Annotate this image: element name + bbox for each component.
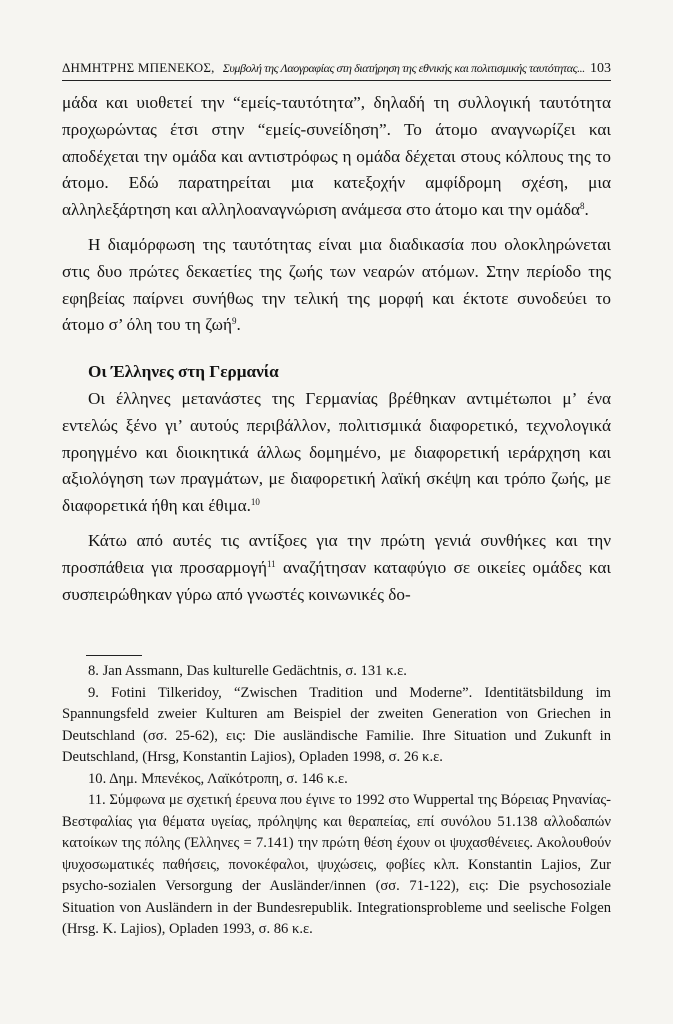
paragraph-1: μάδα και υιοθετεί την “εμείς-ταυτότητα”, δηλαδή τη συλλογική ταυτότητα προχωρώντας έτσι στην “εμείς-συνείδηση”. Το άτομο αναγνωρίζει και αποδέχεται την ομάδα και αντιστρόφως η ομάδα δέχεται στους κόλπους της το άτομο. Εδώ παρατηρείται μια κατεξοχήν αμφίδρομη σχέση, μια αλληλεξάρτηση και αλληλοαναγνώριση ανάμεσα στο άτομο και την ομάδα$^8$. <box>62 93 611 220</box>
header-author: ΔΗΜΗΤΡΗΣ ΜΠΕΝΕΚΟΣ, <box>62 60 215 75</box>
footnote-9: 9. Fotini Tilkeridoy, “Zwischen Tradition und Moderne”. Identitätsbildung im Spannungsfeld zweier Kulturen am Beispiel der zweiten Generation von Griechen in Deutschland (σσ. 25-62), εις: Die ausländische Familie. Ihre Situation und Zukunft in Deutschland, (Hrsg, Konstantin Lajios), Opladen 1998, σ. 26 κ.ε. <box>62 684 611 765</box>
paragraph-3: Οι έλληνες μετανάστες της Γερμανίας βρέθηκαν αντιμέτωποι μ’ ένα εντελώς ξένο γι’ αυτούς περιβάλλον, πολιτισμικά διαφορετικό, τεχνολογικά προηγμένο και διοικητικά άλλως δομημένο, με διαφορετική ιεράρχηση και αξιολόγηση των πραγμάτων, με διαφορετική λαϊκή σκέψη και τρόπο ζωής, με διαφορετικά ήθη και έθιμα.$^{10}$ <box>62 388 611 516</box>
footnote-separator <box>86 655 142 656</box>
paragraph-2: Η διαμόρφωση της ταυτότητας είναι μια διαδικασία που ολοκληρώνεται στις δυο πρώτες δεκαετίες της ζωής των νεαρών ατόμων. Στην περίοδο της εφηβείας παίρνει συνήθως την τελική της μορφή και έκτοτε συνοδεύει το άτομο σ’ όλη του τη ζωή$^9$. <box>62 234 611 335</box>
footnote-ref-10: 10 <box>250 497 260 508</box>
paragraph-4: Κάτω από αυτές τις αντίξοες για την πρώτη γενιά συνθήκες και την προσπάθεια για προσαρμογή$^{11}$ αναζήτησαν καταφύγιο σε οικείες ομάδες και συσπειρώθηκαν γύρω από γνωστές κοινωνικές δο- <box>62 530 612 604</box>
page-number: 103 <box>590 61 611 76</box>
header-rule <box>62 80 611 81</box>
footnote-ref-9: 9 <box>231 316 237 327</box>
footnote-ref-8: 8 <box>579 201 585 212</box>
footnote-11: 11. Σύμφωνα με σχετική έρευνα που έγινε το 1992 στο Wuppertal της Βόρειας Ρηνανίας-Βεστφαλίας για θέματα υγείας, πρόληψης και θεραπείας, επί συνόλου 51.138 αλλοδαπών κατοίκων της πόλης (Έλληνες = 7.141) την πρώτη θέση έχουν οι ψυχασθένειες. Ακολουθούν ψυχοσωματικές παθήσεις, πονοκέφαλοι, ψυχώσεις, φοβίες κλπ. Konstantin Lajios, Zur psycho-sozialen Versorgung der Ausländer/innen (σσ. 71-122), εις: Die psychosoziale Situation von Ausländern in der Bundesrepublik. Integrationsprobleme und seelische Folgen (Hrsg. K. Lajios), Opladen 1993, σ. 86 κ.ε. <box>62 792 611 937</box>
footnote-ref-11: 11 <box>266 558 276 569</box>
running-header <box>62 60 611 77</box>
footnote-10: 10. Δημ. Μπενέκος, Λαϊκότροπη, σ. 146 κ.ε. <box>88 770 348 787</box>
footnotes <box>62 661 611 941</box>
main-text <box>62 90 611 608</box>
footnote-8: 8. Jan Assmann, Das kulturelle Gedächtnis, σ. 131 κ.ε. <box>88 663 407 679</box>
header-title: Συμβολή της Λαογραφίας στη διατήρηση της εθνικής και πολιτισμικής ταυτότητας... <box>222 61 585 75</box>
section-heading: Οι Έλληνες στη Γερμανία <box>88 362 279 382</box>
